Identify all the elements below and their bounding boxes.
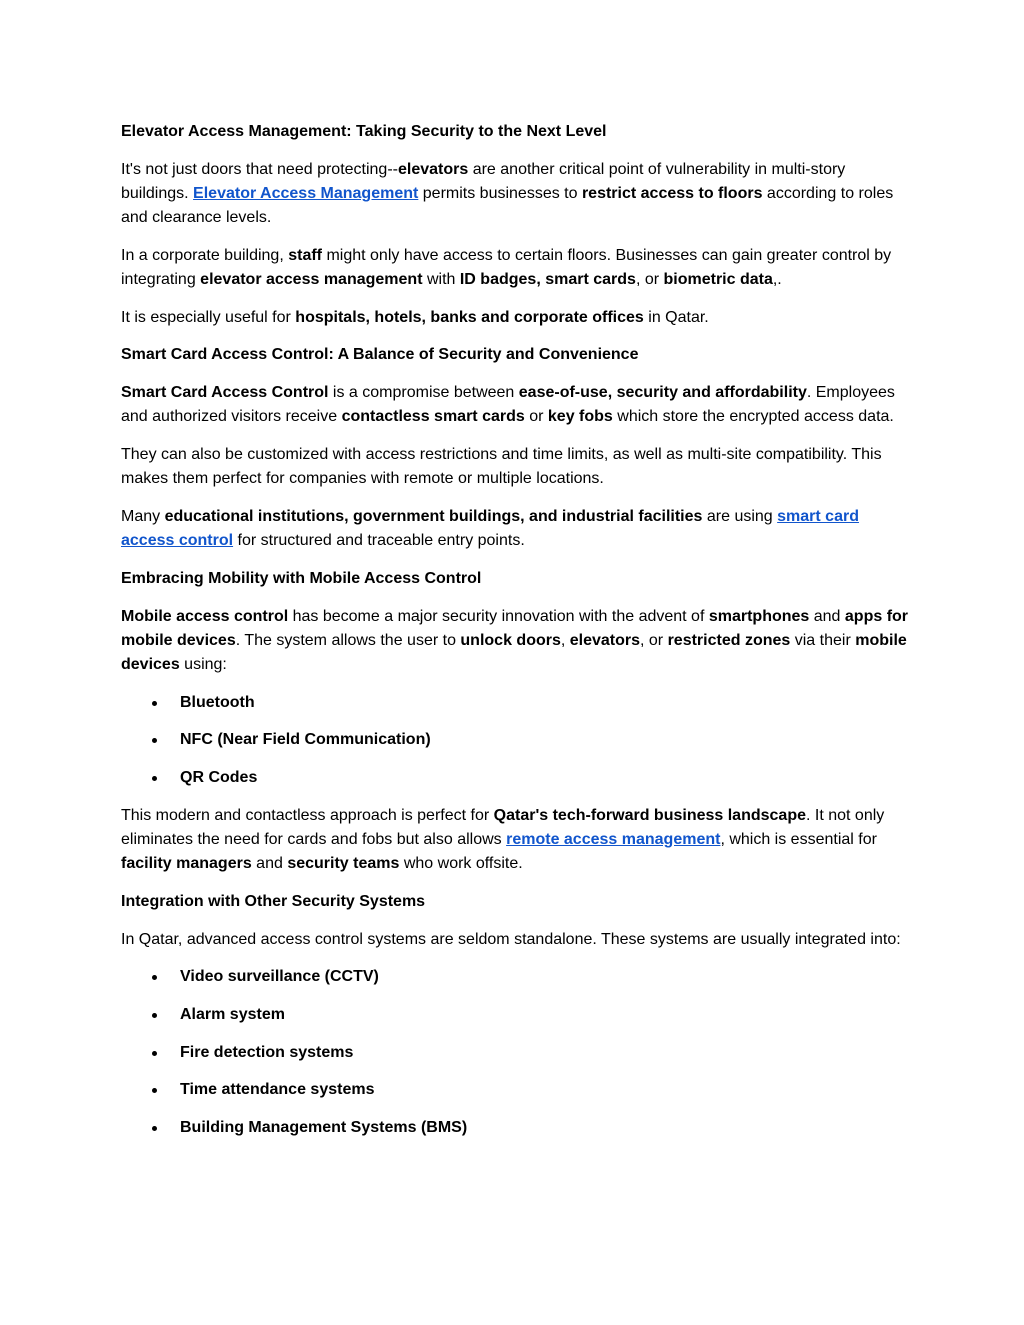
paragraph-contactless-approach: This modern and contactless approach is perfect for Qatar's tech-forward business landscape. It not only eliminates the need for cards and fobs but also allows remote access management, which is essential for facility managers and security teams who work offsite.	[121, 806, 885, 873]
list-item: Alarm system	[121, 1003, 911, 1027]
list-item: NFC (Near Field Communication)	[121, 728, 911, 752]
document-page	[121, 120, 911, 1154]
link-remote-access-management[interactable]: remote access management	[506, 830, 721, 848]
paragraph-mobile-access-intro: Mobile access control has become a major security innovation with the advent of smartphones and apps for mobile devices. The system allows the user to unlock doors, elevators, or restricted zones via their mobile devices using:	[121, 607, 909, 673]
heading-mobile-access: Embracing Mobility with Mobile Access Control	[121, 569, 482, 587]
heading-integration: Integration with Other Security Systems	[121, 892, 426, 910]
integration-systems-list	[121, 965, 911, 1140]
list-item: Building Management Systems (BMS)	[121, 1116, 911, 1140]
link-smart-card-access-control[interactable]: smart card access control	[121, 507, 859, 550]
list-item: Time attendance systems	[121, 1078, 911, 1102]
bullet-icon	[152, 701, 157, 706]
paragraph-elevators-intro: It's not just doors that need protecting--elevators are another critical point of vulnerability in multi-story buildings. Elevator Access Management permits businesses to restrict access to floors according to roles and clearance levels.	[121, 160, 894, 227]
bullet-icon	[152, 975, 157, 980]
bullet-icon	[152, 1013, 157, 1018]
list-item: QR Codes	[121, 766, 911, 790]
bullet-icon	[152, 1088, 157, 1093]
paragraph-useful-for: It is especially useful for hospitals, hotels, banks and corporate offices in Qatar.	[121, 308, 709, 326]
heading-smart-card: Smart Card Access Control: A Balance of Security and Convenience	[121, 346, 639, 364]
paragraph-smart-card-intro: Smart Card Access Control is a compromise between ease-of-use, security and affordability. Employees and authorized visitors receive contactless smart cards or key fobs which store the encrypted access data.	[121, 384, 895, 426]
bullet-icon	[152, 1051, 157, 1056]
list-item: Video surveillance (CCTV)	[121, 965, 911, 989]
paragraph-integration-intro: In Qatar, advanced access control systems are seldom standalone. These systems are usually integrated into:	[121, 930, 901, 948]
mobile-methods-list	[121, 691, 911, 791]
list-item: Bluetooth	[121, 691, 911, 715]
heading-elevator-access: Elevator Access Management: Taking Security to the Next Level	[121, 123, 607, 140]
list-item: Fire detection systems	[121, 1041, 911, 1065]
paragraph-institutions: Many educational institutions, government buildings, and industrial facilities are using smart card access control for structured and traceable entry points.	[121, 507, 859, 550]
bullet-icon	[152, 738, 157, 743]
bullet-icon	[152, 776, 157, 781]
paragraph-corporate-building: In a corporate building, staff might only have access to certain floors. Businesses can gain greater control by integrating elevator access management with ID badges, smart cards, or biometric data,.	[121, 246, 892, 289]
bullet-icon	[152, 1126, 157, 1131]
paragraph-customized: They can also be customized with access restrictions and time limits, as well as multi-site compatibility. This makes them perfect for companies with remote or multiple locations.	[121, 446, 882, 488]
link-elevator-access-management[interactable]: Elevator Access Management	[193, 184, 419, 202]
